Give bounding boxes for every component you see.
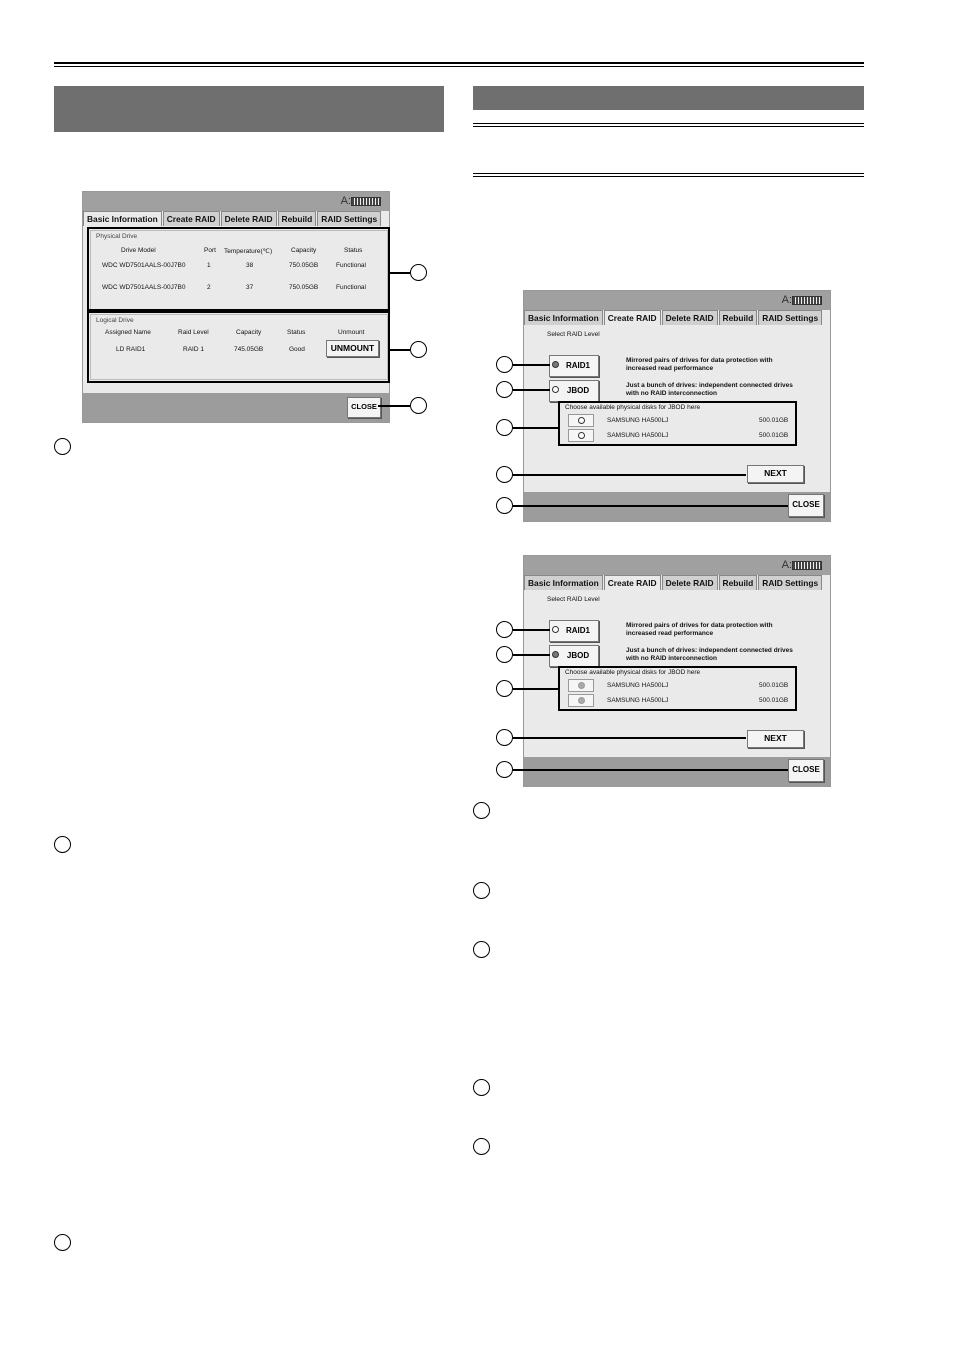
- callout-leader: [513, 688, 558, 690]
- col-capacity: Capacity: [291, 247, 317, 254]
- callout-circle: [496, 646, 513, 663]
- tab-delete-raid[interactable]: Delete RAID: [662, 310, 718, 325]
- tab-bar: [524, 310, 823, 325]
- select-raid-level-label: Select RAID Level: [547, 596, 600, 603]
- callout-circle: [496, 381, 513, 398]
- col-ld-capacity: Capacity: [236, 329, 262, 336]
- table-row-1-port: 1: [207, 262, 211, 269]
- jbod-desc-line1: Just a bunch of drives: independent connected drives: [626, 382, 793, 389]
- raid1-button[interactable]: RAID1: [549, 620, 599, 642]
- disk-2-name: SAMSUNG HA500LJ: [607, 697, 669, 704]
- table-row-2-model: WDC WD7501AALS-00J7B0: [102, 284, 186, 291]
- right-rule-2b: [473, 176, 864, 177]
- drive-indicator: A:: [782, 294, 822, 306]
- disk-1-name: SAMSUNG HA500LJ: [607, 417, 669, 424]
- table-row-1-capacity: 750.05GB: [289, 262, 319, 269]
- physical-drive-label: Physical Drive: [96, 233, 138, 240]
- table-row-2-port: 2: [207, 284, 211, 291]
- col-assigned-name: Assigned Name: [105, 329, 151, 336]
- left-section-header: [54, 86, 444, 132]
- tab-basic-information[interactable]: Basic Information: [524, 575, 603, 590]
- callout-circle: [496, 621, 513, 638]
- tab-rebuild[interactable]: Rebuild: [278, 211, 317, 226]
- tab-raid-settings[interactable]: RAID Settings: [758, 575, 822, 590]
- disk-box-highlight: [558, 401, 797, 446]
- raid1-radio[interactable]: [552, 361, 559, 368]
- item-marker: [54, 1234, 71, 1251]
- item-marker: [473, 1079, 490, 1096]
- jbod-desc-line2: with no RAID interconnection: [626, 390, 717, 397]
- disk-2-size: 500.01GB: [759, 697, 789, 704]
- footer-bar: [524, 757, 830, 786]
- callout-circle: [496, 356, 513, 373]
- item-marker: [473, 1138, 490, 1155]
- tab-rebuild[interactable]: Rebuild: [719, 575, 758, 590]
- select-raid-level-label: Select RAID Level: [547, 331, 600, 338]
- logical-row-capacity: 745.05GB: [234, 346, 264, 353]
- jbod-desc-line2: with no RAID interconnection: [626, 655, 717, 662]
- disk-box-highlight: [558, 666, 797, 711]
- col-status: Status: [344, 247, 363, 254]
- footer-bar: [83, 393, 389, 422]
- callout-leader: [513, 389, 550, 391]
- right-rule-1: [473, 123, 864, 124]
- col-temperature: Temperature(℃): [224, 248, 273, 255]
- footer-bar: [524, 492, 830, 521]
- callout-circle: [496, 729, 513, 746]
- col-drive-model: Drive Model: [121, 247, 156, 254]
- close-button[interactable]: CLOSE: [788, 759, 824, 782]
- jbod-radio[interactable]: [552, 386, 559, 393]
- raid1-desc-line1: Mirrored pairs of drives for data protection with: [626, 357, 773, 364]
- callout-leader: [378, 405, 410, 407]
- tab-raid-settings[interactable]: RAID Settings: [758, 310, 822, 325]
- raid1-radio[interactable]: [552, 626, 559, 633]
- right-rule-1b: [473, 126, 864, 127]
- callout-circle: [410, 397, 427, 414]
- disk-2-size: 500.01GB: [759, 432, 789, 439]
- close-button[interactable]: CLOSE: [788, 494, 824, 517]
- physical-drive-highlight: [87, 227, 390, 311]
- table-row-2-capacity: 750.05GB: [289, 284, 319, 291]
- logical-row-status: Good: [289, 346, 305, 353]
- top-rule: [54, 62, 864, 64]
- callout-circle: [410, 264, 427, 281]
- disk-box-title: Choose available physical disks for JBOD here: [565, 404, 701, 411]
- col-ld-status: Status: [287, 329, 306, 336]
- drive-indicator: A:: [782, 559, 822, 571]
- disk-1-name: SAMSUNG HA500LJ: [607, 682, 669, 689]
- tab-rebuild[interactable]: Rebuild: [719, 310, 758, 325]
- battery-icon: [351, 197, 381, 206]
- tab-create-raid[interactable]: Create RAID: [163, 211, 220, 226]
- callout-leader: [513, 629, 550, 631]
- callout-circle: [496, 497, 513, 514]
- callout-circle: [410, 341, 427, 358]
- drive-indicator: A:: [341, 195, 381, 207]
- callout-leader: [513, 474, 746, 476]
- callout-leader: [390, 272, 410, 274]
- item-marker: [54, 836, 71, 853]
- jbod-button[interactable]: JBOD: [549, 380, 599, 402]
- logical-row-name: LD RAID1: [116, 346, 146, 353]
- col-unmount: Unmount: [338, 329, 365, 336]
- tab-create-raid[interactable]: Create RAID: [604, 310, 661, 325]
- tab-create-raid[interactable]: Create RAID: [604, 575, 661, 590]
- tab-delete-raid[interactable]: Delete RAID: [221, 211, 277, 226]
- col-raid-level: Raid Level: [178, 329, 209, 336]
- jbod-radio[interactable]: [552, 651, 559, 658]
- right-section-header: [473, 86, 864, 110]
- table-row-2-status: Functional: [336, 284, 366, 291]
- battery-icon: [792, 296, 822, 305]
- callout-circle: [496, 680, 513, 697]
- callout-circle: [496, 419, 513, 436]
- unmount-button[interactable]: UNMOUNT: [326, 340, 379, 357]
- tab-basic-information[interactable]: Basic Information: [524, 310, 603, 325]
- tab-raid-settings[interactable]: RAID Settings: [317, 211, 381, 226]
- raid1-desc-line1: Mirrored pairs of drives for data protection with: [626, 622, 773, 629]
- callout-leader: [513, 769, 788, 771]
- callout-circle: [496, 466, 513, 483]
- item-marker: [473, 882, 490, 899]
- disk-2-name: SAMSUNG HA500LJ: [607, 432, 669, 439]
- logical-row-level: RAID 1: [183, 346, 204, 353]
- next-button[interactable]: NEXT: [747, 730, 804, 748]
- item-marker: [473, 941, 490, 958]
- table-row-1-temp: 38: [246, 262, 254, 269]
- battery-icon: [792, 561, 822, 570]
- tab-bar: [83, 211, 382, 226]
- logical-drive-highlight: [87, 311, 390, 383]
- raid1-button[interactable]: RAID1: [549, 355, 599, 377]
- callout-leader: [513, 427, 558, 429]
- table-row-2-temp: 37: [246, 284, 254, 291]
- tab-delete-raid[interactable]: Delete RAID: [662, 575, 718, 590]
- callout-leader: [513, 364, 550, 366]
- table-row-1-status: Functional: [336, 262, 366, 269]
- top-rule-thin: [54, 66, 864, 67]
- disk-1-size: 500.01GB: [759, 417, 789, 424]
- callout-circle: [496, 761, 513, 778]
- tab-basic-information[interactable]: Basic Information: [83, 211, 162, 226]
- disk-box-title: Choose available physical disks for JBOD here: [565, 669, 701, 676]
- item-marker: [54, 438, 71, 455]
- item-marker: [473, 802, 490, 819]
- next-button[interactable]: NEXT: [747, 465, 804, 483]
- callout-leader: [513, 505, 788, 507]
- jbod-button[interactable]: JBOD: [549, 645, 599, 667]
- callout-leader: [390, 349, 410, 351]
- right-rule-2: [473, 173, 864, 174]
- raid1-desc-line2: increased read performance: [626, 365, 714, 372]
- col-port: Port: [204, 247, 216, 254]
- callout-leader: [513, 654, 550, 656]
- logical-drive-label: Logical Drive: [96, 317, 134, 324]
- table-row-1-model: WDC WD7501AALS-00J7B0: [102, 262, 186, 269]
- tab-bar: [524, 575, 823, 590]
- raid1-desc-line2: increased read performance: [626, 630, 714, 637]
- jbod-desc-line1: Just a bunch of drives: independent connected drives: [626, 647, 793, 654]
- callout-leader: [513, 737, 746, 739]
- disk-1-size: 500.01GB: [759, 682, 789, 689]
- close-button[interactable]: CLOSE: [347, 397, 381, 418]
